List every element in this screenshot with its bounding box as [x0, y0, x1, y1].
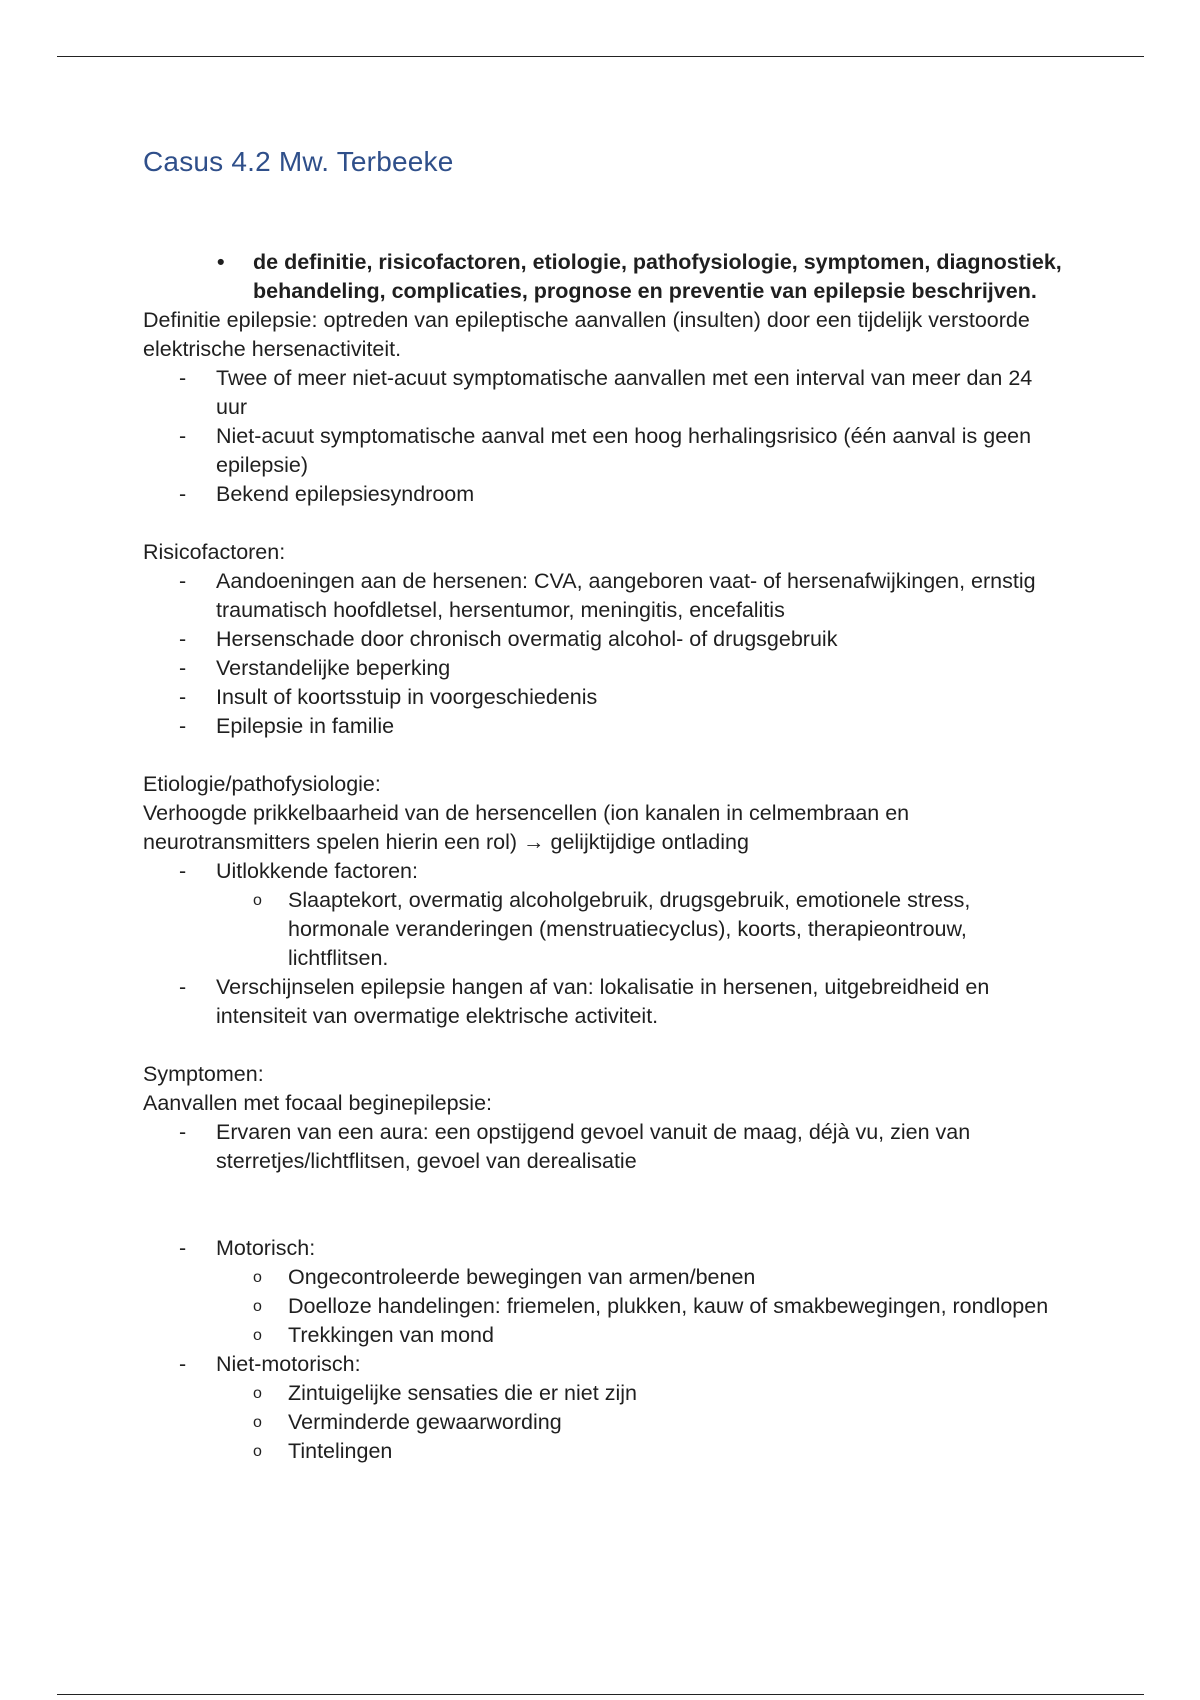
- sub-list-item: [143, 1292, 1063, 1321]
- list-item-text: Hersenschade door chronisch overmatig alcohol- of drugsgebruik: [216, 627, 838, 651]
- list-item: [143, 364, 1063, 422]
- footer-rule: [57, 1694, 1144, 1695]
- sub-list-item: [143, 1321, 1063, 1350]
- circle-marker: o: [253, 892, 262, 909]
- list-item: [143, 857, 1063, 886]
- circle-marker: o: [253, 1443, 262, 1460]
- list-item: [143, 712, 1063, 741]
- symptoms-subheading: Aanvallen met focaal beginepilepsie:: [143, 1091, 493, 1115]
- list-item: [143, 480, 1063, 509]
- definition-text: Definitie epilepsie: optreden van epileptische aanvallen (insulten) door een tijdelijk verstoorde elektrische hersenactiviteit.: [143, 308, 1030, 361]
- sub-list-item: [143, 1379, 1063, 1408]
- dash-marker: -: [179, 627, 187, 651]
- sub-list-item-text: Doelloze handelingen: friemelen, plukken, kauw of smakbewegingen, rondlopen: [288, 1294, 1049, 1318]
- dash-marker: -: [179, 656, 187, 680]
- list-item-text: Motorisch:: [216, 1236, 316, 1260]
- circle-marker: o: [253, 1327, 262, 1344]
- dash-marker: -: [179, 366, 187, 390]
- dash-marker: -: [179, 482, 187, 506]
- dash-marker: -: [179, 859, 187, 883]
- objective-text: de definitie, risicofactoren, etiologie, pathofysiologie, symptomen, diagnostiek, behandeling, complicaties, prognose en preventie van epilepsie beschrijven.: [253, 250, 1062, 303]
- list-item: [143, 422, 1063, 480]
- circle-marker: o: [253, 1385, 262, 1402]
- dash-marker: -: [179, 424, 187, 448]
- list-item-text: Twee of meer niet-acuut symptomatische aanvallen met een interval van meer dan 24 uur: [216, 366, 1033, 419]
- dash-marker: -: [179, 1120, 187, 1144]
- list-item-text: Ervaren van een aura: een opstijgend gevoel vanuit de maag, déjà vu, zien van sterretjes/lichtflitsen, gevoel van derealisatie: [216, 1120, 971, 1173]
- list-item-text: Insult of koortsstuip in voorgeschiedenis: [216, 685, 598, 709]
- list-item: [143, 1234, 1063, 1263]
- sub-list-item-text: Slaaptekort, overmatig alcoholgebruik, drugsgebruik, emotionele stress, hormonale veranderingen (menstruatiecyclus), koorts, therapieontrouw, lichtflitsen.: [288, 888, 971, 970]
- sub-list-item-text: Tintelingen: [288, 1439, 393, 1463]
- list-item-text: Uitlokkende factoren:: [216, 859, 418, 883]
- dash-marker: -: [179, 1236, 187, 1260]
- page-title: Casus 4.2 Mw. Terbeeke: [143, 146, 454, 177]
- sub-list-item: [143, 886, 1063, 973]
- list-item-text: Epilepsie in familie: [216, 714, 395, 738]
- list-item: [143, 683, 1063, 712]
- list-item: [143, 973, 1063, 1031]
- sub-list-item-text: Ongecontroleerde bewegingen van armen/benen: [288, 1265, 756, 1289]
- list-item-text: Niet-motorisch:: [216, 1352, 361, 1376]
- list-item-text: Verstandelijke beperking: [216, 656, 451, 680]
- sub-list-item-text: Trekkingen van mond: [288, 1323, 494, 1347]
- list-item-text: Niet-acuut symptomatische aanval met een hoog herhalingsrisico (één aanval is geen epilepsie): [216, 424, 1032, 477]
- dash-marker: -: [179, 975, 187, 999]
- sub-list-item: [143, 1408, 1063, 1437]
- header-rule: [57, 56, 1144, 57]
- etiology-text: Verhoogde prikkelbaarheid van de hersencellen (ion kanalen in celmembraan en neurotransmitters spelen hierin een rol) → gelijktijdige ontlading: [143, 801, 910, 854]
- list-item-text: Bekend epilepsiesyndroom: [216, 482, 475, 506]
- list-item: [143, 654, 1063, 683]
- circle-marker: o: [253, 1414, 262, 1431]
- dash-marker: -: [179, 685, 187, 709]
- section-heading-symptoms: Symptomen:: [143, 1062, 264, 1086]
- list-item: [143, 567, 1063, 625]
- section-heading-etiology: Etiologie/pathofysiologie:: [143, 772, 381, 796]
- list-item: [143, 625, 1063, 654]
- dash-marker: -: [179, 1352, 187, 1376]
- sub-list-item-text: Verminderde gewaarwording: [288, 1410, 562, 1434]
- list-item-text: Verschijnselen epilepsie hangen af van: lokalisatie in hersenen, uitgebreidheid en intensiteit van overmatige elektrische activiteit.: [216, 975, 990, 1028]
- circle-marker: o: [253, 1269, 262, 1286]
- list-item-text: Aandoeningen aan de hersenen: CVA, aangeboren vaat- of hersenafwijkingen, ernstig traumatisch hoofdletsel, hersentumor, meningitis, encefalitis: [216, 569, 1036, 622]
- sub-list-item: [143, 1437, 1063, 1466]
- dash-marker: -: [179, 714, 187, 738]
- bullet-marker: •: [217, 250, 225, 274]
- learning-objective: [143, 248, 1063, 306]
- dash-marker: -: [179, 569, 187, 593]
- document-body: [143, 248, 1063, 1466]
- sub-list-item: [143, 1263, 1063, 1292]
- list-item: [143, 1118, 1063, 1176]
- section-heading-risk: Risicofactoren:: [143, 540, 286, 564]
- list-item: [143, 1350, 1063, 1379]
- sub-list-item-text: Zintuigelijke sensaties die er niet zijn: [288, 1381, 637, 1405]
- circle-marker: o: [253, 1298, 262, 1315]
